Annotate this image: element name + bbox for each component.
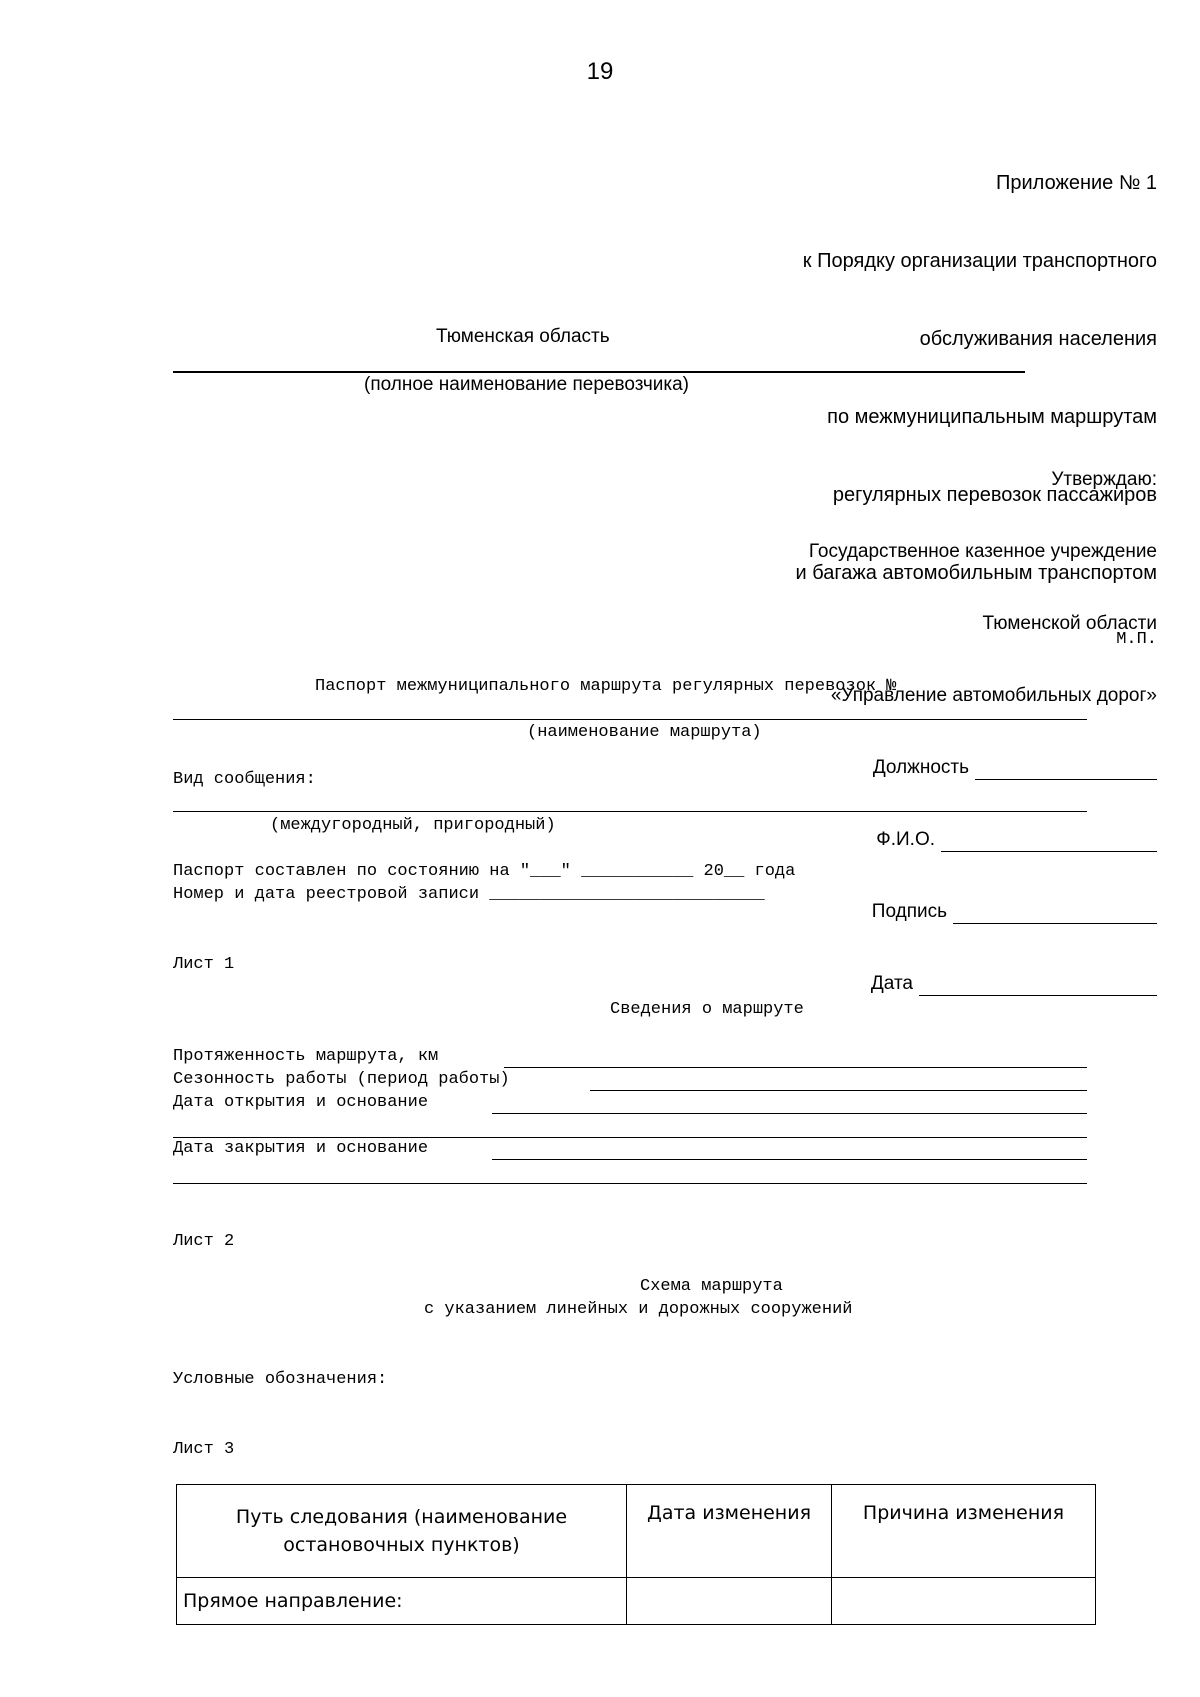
approval-org-line: «Управление автомобильных дорог» <box>830 685 1157 706</box>
route-length-field[interactable] <box>504 1067 1087 1068</box>
fio-label: Ф.И.О. <box>876 829 935 850</box>
signature-field[interactable] <box>953 905 1157 924</box>
opening-date-field[interactable] <box>492 1113 1087 1114</box>
passport-title: Паспорт межмуниципального маршрута регулярных перевозок № <box>315 677 897 696</box>
date-label: Дата <box>870 973 913 994</box>
sheet2-label: Лист 2 <box>173 1232 235 1251</box>
signature-label: Подпись <box>871 901 947 922</box>
table-header-row <box>177 1485 1096 1578</box>
signature-row <box>809 900 1157 924</box>
carrier-region: Тюменская область <box>436 326 610 347</box>
opening-date-field-extra[interactable] <box>173 1137 1087 1138</box>
message-type-line[interactable] <box>173 811 1087 812</box>
table-cell[interactable] <box>627 1578 832 1625</box>
column-header-change-reason: Причина изменения <box>832 1485 1096 1578</box>
table-row <box>177 1578 1096 1625</box>
approval-org-line: Государственное казенное учреждение <box>808 541 1157 562</box>
route-length-label: Протяженность маршрута, км <box>173 1047 439 1066</box>
table-cell: Прямое направление: <box>177 1578 627 1625</box>
seasonality-label: Сезонность работы (период работы) <box>173 1070 510 1089</box>
opening-date-label: Дата открытия и основание <box>173 1093 429 1112</box>
sheet2-heading-line2: с указанием линейных и дорожных сооружений <box>424 1300 853 1319</box>
sheet1-heading: Сведения о маршруте <box>610 1000 804 1019</box>
registry-record-line: Номер и дата реестровой записи ___________________________ <box>173 885 765 904</box>
appendix-line: регулярных перевозок пассажиров <box>832 484 1157 506</box>
appendix-line: к Порядку организации транспортного <box>802 250 1157 272</box>
route-name-caption: (наименование маршрута) <box>527 723 762 742</box>
stamp-placeholder: М.П. <box>1116 630 1157 649</box>
route-name-line[interactable] <box>173 719 1087 720</box>
appendix-line: по межмуниципальным маршрутам <box>827 406 1157 428</box>
approval-block <box>809 420 1157 1020</box>
appendix-line: Приложение № 1 <box>996 172 1157 194</box>
route-changes-table <box>176 1484 1096 1625</box>
column-header-change-date: Дата изменения <box>627 1485 832 1578</box>
seasonality-field[interactable] <box>590 1090 1087 1091</box>
position-row <box>809 756 1157 780</box>
appendix-line: и багажа автомобильным транспортом <box>795 562 1157 584</box>
closing-date-label: Дата закрытия и основание <box>173 1139 429 1158</box>
legend-label: Условные обозначения: <box>173 1370 388 1389</box>
approval-org-line: Тюменской области <box>982 613 1157 634</box>
closing-date-field[interactable] <box>492 1159 1087 1160</box>
sheet3-label: Лист 3 <box>173 1440 235 1459</box>
date-field[interactable] <box>919 977 1157 996</box>
column-header-path: Путь следования (наименование остановочных пунктов) <box>177 1485 627 1578</box>
compiled-date-line: Паспорт составлен по состоянию на "___" ___________ 20__ года <box>173 862 796 881</box>
position-label: Должность <box>872 757 969 778</box>
sheet2-heading-line1: Схема маршрута <box>640 1277 783 1296</box>
table-cell[interactable] <box>832 1578 1096 1625</box>
sheet1-label: Лист 1 <box>173 955 235 974</box>
appendix-line: обслуживания населения <box>919 328 1157 350</box>
carrier-name-line <box>173 371 1025 373</box>
message-type-label: Вид сообщения: <box>173 770 316 789</box>
date-row <box>809 972 1157 996</box>
message-type-caption: (междугородный, пригородный) <box>270 816 556 835</box>
closing-date-field-extra[interactable] <box>173 1183 1087 1184</box>
carrier-caption: (полное наименование перевозчика) <box>364 374 689 395</box>
fio-field[interactable] <box>941 833 1157 852</box>
fio-row <box>809 828 1157 852</box>
position-field[interactable] <box>975 761 1157 780</box>
approval-heading: Утверждаю: <box>1051 469 1157 490</box>
page-number: 19 <box>586 58 614 85</box>
